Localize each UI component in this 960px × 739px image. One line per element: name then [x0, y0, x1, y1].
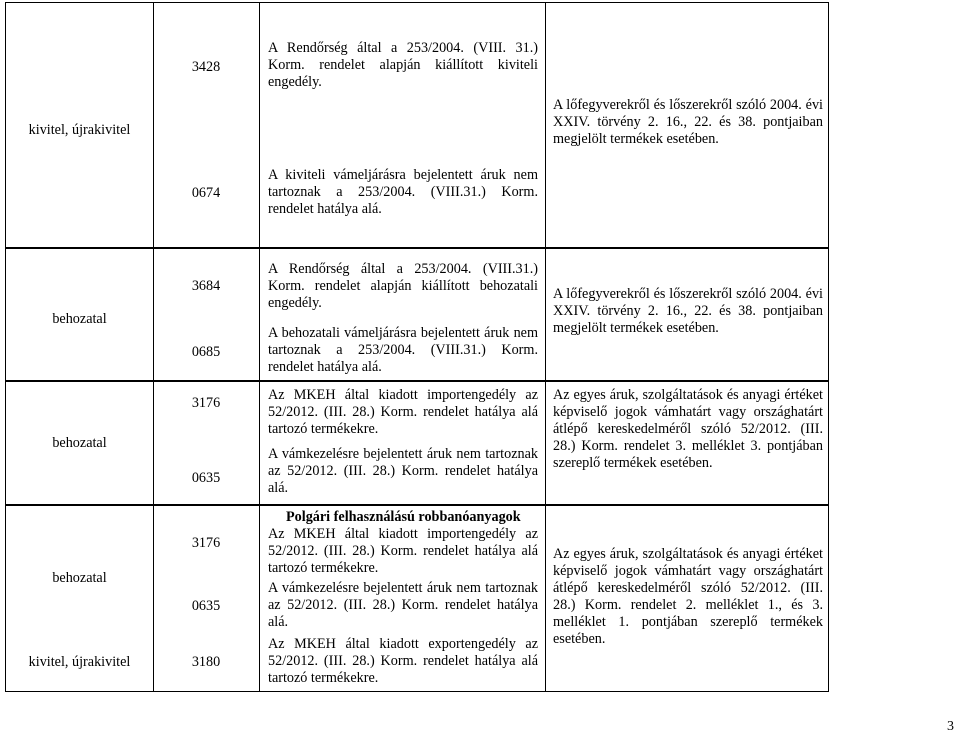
code-cell: 0685 [191, 344, 221, 360]
scope-cell: Az egyes áruk, szolgáltatások és anyagi értéket képviselő jogok vámhatárt vagy országhatárt átlépő kereskedelméről szóló 52/2012. (III. 28.) Korm. rendelet 2. melléklet 1., és 3. melléklet 1. pontjában szereplő termékek esetében. [553, 546, 823, 647]
category-cell: kivitel, újrakivitel [28, 122, 131, 138]
category-cell: behozatal [52, 311, 107, 327]
code-cell: 0635 [191, 598, 221, 614]
page-number: 3 [947, 719, 954, 734]
scope-cell: A lőfegyverekről és lőszerekről szóló 2004. évi XXIV. törvény 2. 16., 22. és 38. pontjaiban megjelölt termékek esetében. [553, 97, 823, 147]
code-cell: 0674 [191, 185, 221, 201]
table-row [5, 2, 829, 248]
condition-cell: A Rendőrség által a 253/2004. (VIII. 31.) Korm. rendelet alapján kiállított kiviteli engedély. [268, 40, 538, 90]
scope-cell: Az egyes áruk, szolgáltatások és anyagi értéket képviselő jogok vámhatárt vagy országhatárt átlépő kereskedelméről szóló 52/2012. (III. 28.) Korm. rendelet 3. melléklet 3. pontjában szereplő termékek esetében. [553, 387, 823, 471]
condition-cell: A vámkezelésre bejelentett áruk nem tartoznak az 52/2012. (III. 28.) Korm. rendelet hatálya alá. [268, 580, 538, 630]
condition-cell: Az MKEH által kiadott exportengedély az 52/2012. (III. 28.) Korm. rendelet hatálya alá tartozó termékekre. [268, 636, 538, 686]
code-cell: 3428 [191, 59, 221, 75]
condition-cell: A kiviteli vámeljárásra bejelentett áruk nem tartoznak a 253/2004. (VIII.31.) Korm. rendelet hatálya alá. [268, 167, 538, 217]
category-cell: kivitel, újrakivitel [28, 654, 131, 670]
condition-cell: A vámkezelésre bejelentett áruk nem tartoznak az 52/2012. (III. 28.) Korm. rendelet hatálya alá. [268, 446, 538, 496]
code-cell: 3684 [191, 278, 221, 294]
code-cell: 0635 [191, 470, 221, 486]
category-cell: behozatal [52, 435, 107, 451]
table-row [5, 381, 829, 505]
condition-cell: A behozatali vámeljárásra bejelentett áruk nem tartoznak a 253/2004. (VIII.31.) Korm. rendelet hatálya alá. [268, 325, 538, 375]
category-cell: behozatal [52, 570, 107, 586]
condition-cell: A Rendőrség által a 253/2004. (VIII.31.) Korm. rendelet alapján kiállított behozatali engedély. [268, 261, 538, 311]
code-cell: 3176 [191, 395, 221, 411]
code-cell: 3180 [191, 654, 221, 670]
code-cell: 3176 [191, 535, 221, 551]
table-row [5, 505, 829, 692]
table-row [5, 248, 829, 381]
condition-cell: Az MKEH által kiadott importengedély az 52/2012. (III. 28.) Korm. rendelet hatálya alá tartozó termékekre. [268, 387, 538, 437]
condition-cell: Az MKEH által kiadott importengedély az 52/2012. (III. 28.) Korm. rendelet hatálya alá tartozó termékekre. [268, 526, 538, 576]
section-heading: Polgári felhasználású robbanóanyagok [286, 509, 521, 525]
scope-cell: A lőfegyverekről és lőszerekről szóló 2004. évi XXIV. törvény 2. 16., 22. és 38. pontjaiban megjelölt termékek esetében. [553, 286, 823, 336]
